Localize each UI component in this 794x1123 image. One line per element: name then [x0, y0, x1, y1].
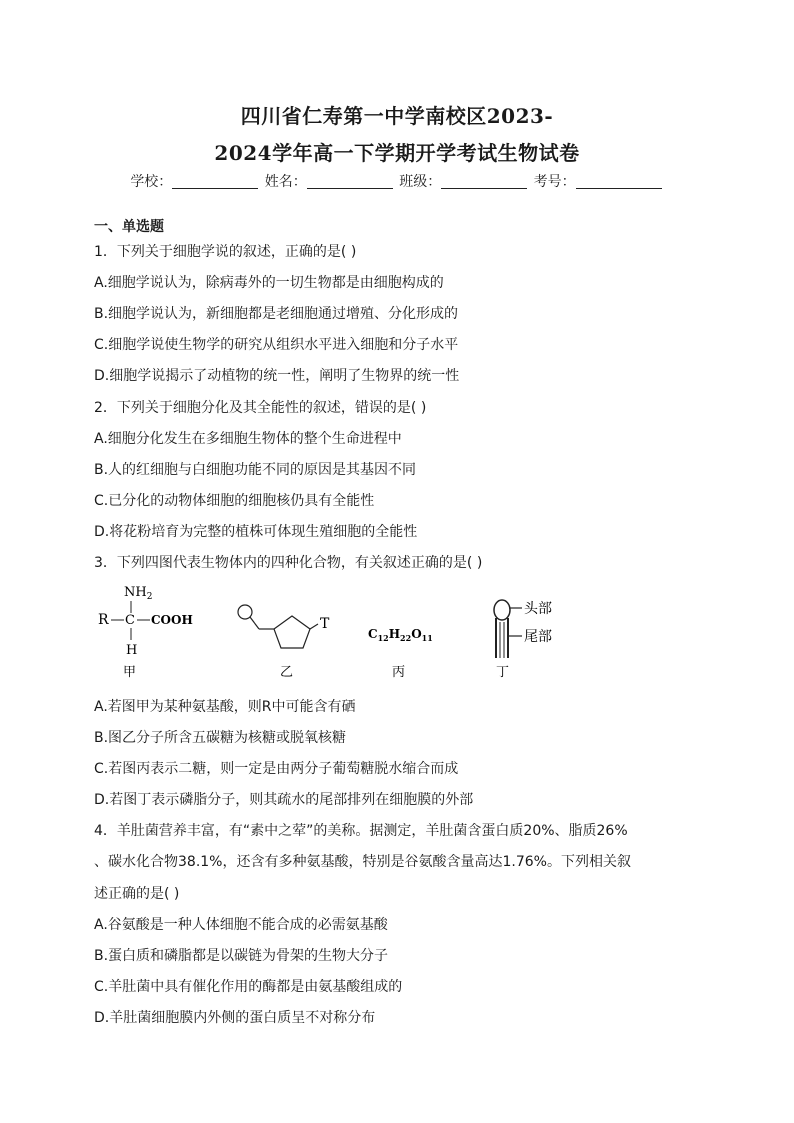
formula-text: $C_{12}H_{22}O_{11}$ [368, 627, 433, 643]
exam-number-blank[interactable] [576, 188, 662, 189]
question-2-option-b[interactable]: B.人的红细胞与白细胞功能不同的原因是其基因不同 [94, 462, 417, 478]
school-blank[interactable] [172, 188, 258, 189]
base-t-text: T [320, 616, 330, 632]
amino-acid-diagram [98, 585, 193, 680]
exam-number-field[interactable] [534, 171, 664, 191]
phospholipid-tail-outer [496, 618, 508, 658]
question-4-option-b[interactable]: B.蛋白质和磷脂都是以碳链为骨架的生物大分子 [94, 948, 389, 964]
question-1-option-c[interactable]: C.细胞学说使生物学的研究从组织水平进入细胞和分子水平 [94, 337, 459, 353]
name-field[interactable] [265, 171, 395, 191]
question-2-stem: 2．下列关于细胞分化及其全能性的叙述，错误的是( ) [94, 400, 427, 416]
question-4-stem-line-3: 述正确的是( ) [94, 886, 180, 902]
phospholipid-head [494, 600, 510, 620]
question-3-option-d[interactable]: D.若图丁表示磷脂分子，则其疏水的尾部排列在细胞膜的外部 [94, 792, 474, 808]
carbon-text: C [125, 613, 135, 628]
question-1-option-a[interactable]: A.细胞学说认为，除病毒外的一切生物都是由细胞构成的 [94, 275, 444, 291]
label-bing: 丙 [392, 665, 406, 680]
student-info-row [0, 171, 794, 191]
hydrogen-text: H [126, 643, 138, 658]
head-label: 头部 [524, 601, 552, 617]
question-4-option-c[interactable]: C.羊肚菌中具有催化作用的酶都是由氨基酸组成的 [94, 979, 403, 995]
school-field[interactable] [130, 171, 260, 191]
pentose-ring [274, 616, 310, 648]
class-field[interactable] [399, 171, 529, 191]
school-label: 学校： [130, 174, 173, 190]
question-2-option-a[interactable]: A.细胞分化发生在多细胞生物体的整个生命进程中 [94, 431, 402, 447]
class-blank[interactable] [441, 188, 527, 189]
base-bond [310, 624, 318, 629]
nh2-text: $NH_2$ [124, 585, 153, 602]
question-1-option-b[interactable]: B.细胞学说认为，新细胞都是老细胞通过增殖、分化形成的 [94, 306, 459, 322]
question-2-option-c[interactable]: C.已分化的动物体细胞的细胞核仍具有全能性 [94, 493, 375, 509]
tail-label: 尾部 [524, 629, 552, 645]
r-group-text: R [98, 612, 109, 628]
question-2-option-d[interactable]: D.将花粉培育为完整的植株可体现生殖细胞的全能性 [94, 524, 418, 540]
question-4-option-a[interactable]: A.谷氨酸是一种人体细胞不能合成的必需氨基酸 [94, 917, 388, 933]
compound-figure [94, 578, 594, 684]
question-3-option-c[interactable]: C.若图丙表示二糖，则一定是由两分子葡萄糖脱水缩合而成 [94, 761, 459, 777]
question-3-option-b[interactable]: B.图乙分子所含五碳糖为核糖或脱氧核糖 [94, 730, 347, 746]
section-heading: 一、单选题 [94, 219, 164, 235]
question-1-stem: 1．下列关于细胞学说的叙述，正确的是( ) [94, 244, 357, 260]
phospholipid-diagram [494, 600, 552, 680]
label-jia: 甲 [123, 665, 137, 680]
exam-title-line-2: 2024学年高一下学期开学考试生物试卷 [214, 141, 580, 165]
phospholipid-tail-inner [500, 622, 504, 658]
question-3-option-a[interactable]: A.若图甲为某种氨基酸，则R中可能含有硒 [94, 699, 356, 715]
name-label: 姓名： [264, 174, 307, 190]
label-ding: 丁 [496, 665, 510, 680]
question-4-stem-line-1: 4．羊肚菌营养丰富，有“素中之荤”的美称。据测定，羊肚菌含蛋白质20%、脂质26% [94, 823, 628, 839]
phosphate-circle [238, 605, 252, 619]
question-4-option-d[interactable]: D.羊肚菌细胞膜内外侧的蛋白质呈不对称分布 [94, 1010, 376, 1026]
nucleotide-diagram [238, 605, 330, 680]
question-1-option-d[interactable]: D.细胞学说揭示了动植物的统一性，阐明了生物界的统一性 [94, 368, 460, 384]
label-yi: 乙 [280, 665, 294, 680]
question-3-stem: 3．下列四图代表生物体内的四种化合物，有关叙述正确的是( ) [94, 555, 483, 571]
exam-number-label: 考号： [533, 174, 576, 190]
class-label: 班级： [399, 174, 442, 190]
exam-title-line-1: 四川省仁寿第一中学南校区2023- [240, 104, 554, 128]
name-blank[interactable] [307, 188, 393, 189]
cooh-text: COOH [151, 613, 193, 627]
disaccharide-formula [368, 627, 433, 680]
phosphate-bond [250, 617, 259, 629]
question-4-stem-line-2: 、碳水化合物38.1%，还含有多种氨基酸，特别是谷氨酸含量高达1.76%。下列相关叙 [94, 854, 631, 870]
